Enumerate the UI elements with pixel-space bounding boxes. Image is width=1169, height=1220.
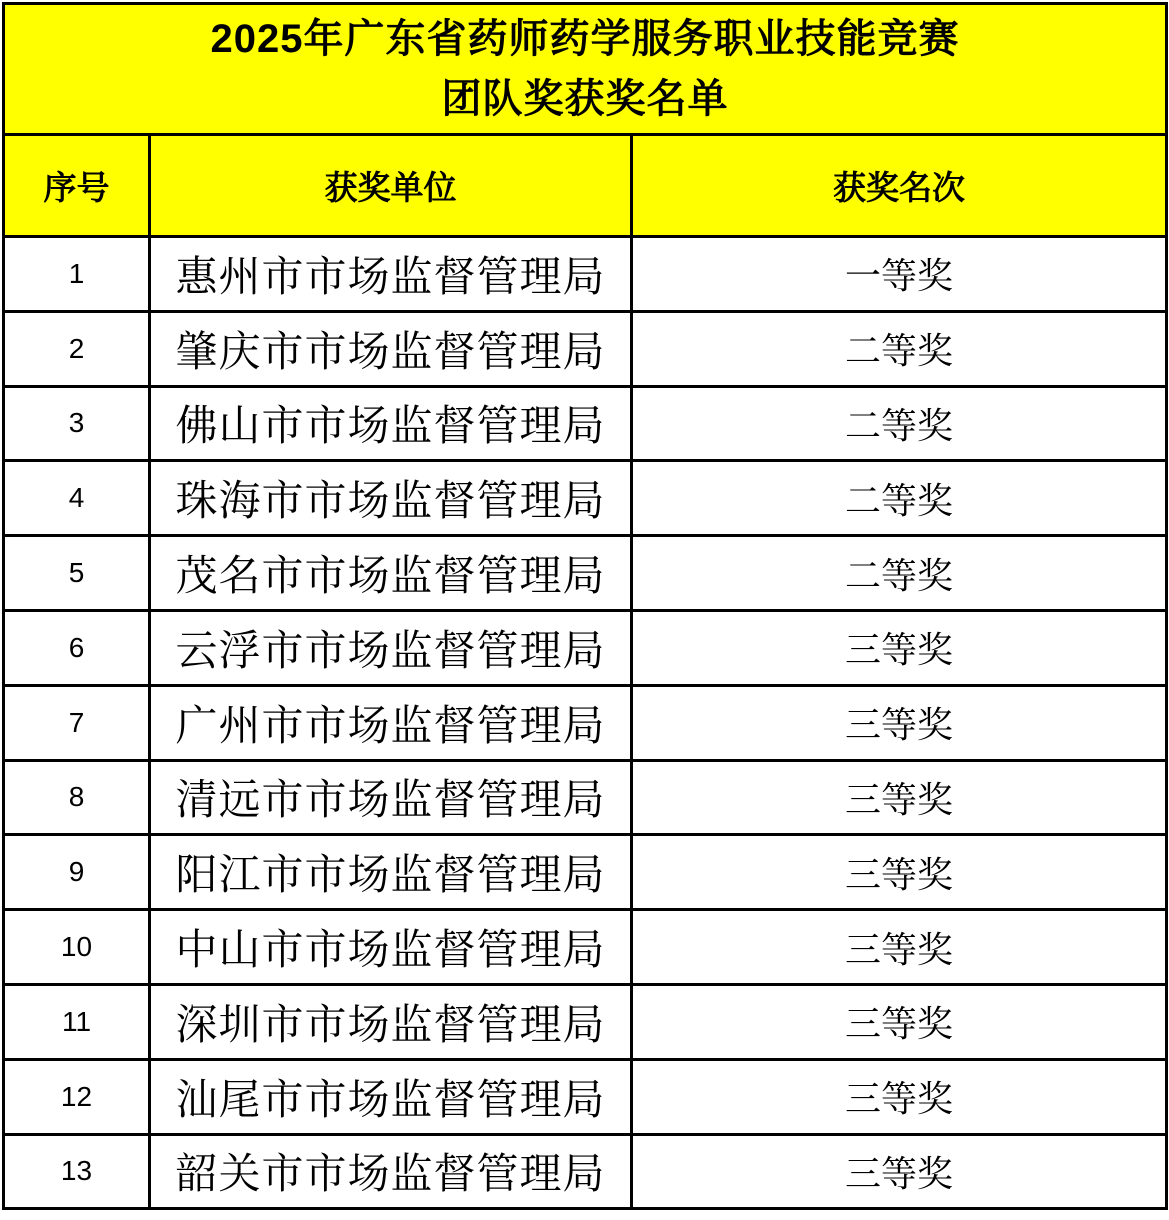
- row-index-cell: 6: [4, 610, 150, 685]
- row-index-cell: 11: [4, 984, 150, 1059]
- row-unit-cell: 云浮市市场监督管理局: [150, 610, 632, 685]
- row-unit-cell: 珠海市市场监督管理局: [150, 461, 632, 536]
- table-row: [4, 461, 1167, 536]
- row-award-cell: 三等奖: [632, 685, 1167, 760]
- row-index-cell: 13: [4, 1134, 150, 1209]
- row-unit-cell: 肇庆市市场监督管理局: [150, 311, 632, 386]
- row-index-cell: 3: [4, 386, 150, 461]
- table-row: [4, 311, 1167, 386]
- row-index-cell: 5: [4, 536, 150, 611]
- row-award-cell: 二等奖: [632, 386, 1167, 461]
- row-unit-cell: 清远市市场监督管理局: [150, 760, 632, 835]
- table-row: [4, 910, 1167, 985]
- table-title-line2: 团队奖获奖名单: [441, 77, 729, 121]
- row-award-cell: 二等奖: [632, 311, 1167, 386]
- row-index-cell: 12: [4, 1059, 150, 1134]
- title-row: [4, 4, 1167, 135]
- table-row: [4, 610, 1167, 685]
- row-unit-cell: 汕尾市市场监督管理局: [150, 1059, 632, 1134]
- row-index-cell: 10: [4, 910, 150, 985]
- table-row: [4, 1134, 1167, 1209]
- row-award-cell: 二等奖: [632, 461, 1167, 536]
- row-award-cell: 三等奖: [632, 910, 1167, 985]
- awards-table: [2, 2, 1168, 1210]
- row-index-cell: 9: [4, 835, 150, 910]
- table-row: [4, 386, 1167, 461]
- row-award-cell: 三等奖: [632, 984, 1167, 1059]
- column-header-unit: 获奖单位: [150, 135, 632, 237]
- row-award-cell: 三等奖: [632, 610, 1167, 685]
- table-row: [4, 984, 1167, 1059]
- row-index-cell: 2: [4, 311, 150, 386]
- row-award-cell: 三等奖: [632, 835, 1167, 910]
- table-row: [4, 685, 1167, 760]
- row-award-cell: 二等奖: [632, 536, 1167, 611]
- row-unit-cell: 中山市市场监督管理局: [150, 910, 632, 985]
- row-unit-cell: 阳江市市场监督管理局: [150, 835, 632, 910]
- table-row: [4, 1059, 1167, 1134]
- row-index-cell: 4: [4, 461, 150, 536]
- column-header-rank: 获奖名次: [632, 135, 1167, 237]
- header-row: [4, 135, 1167, 237]
- table-body: [4, 237, 1167, 1209]
- row-unit-cell: 佛山市市场监督管理局: [150, 386, 632, 461]
- table-title-line1: 2025年广东省药师药学服务职业技能竞赛: [210, 17, 960, 61]
- table-title-cell: [4, 4, 1167, 135]
- row-unit-cell: 茂名市市场监督管理局: [150, 536, 632, 611]
- row-index-cell: 8: [4, 760, 150, 835]
- row-index-cell: 7: [4, 685, 150, 760]
- row-award-cell: 三等奖: [632, 1059, 1167, 1134]
- table-row: [4, 835, 1167, 910]
- row-unit-cell: 惠州市市场监督管理局: [150, 237, 632, 312]
- column-header-index: 序号: [4, 135, 150, 237]
- row-unit-cell: 深圳市市场监督管理局: [150, 984, 632, 1059]
- row-index-cell: 1: [4, 237, 150, 312]
- row-award-cell: 三等奖: [632, 760, 1167, 835]
- row-unit-cell: 广州市市场监督管理局: [150, 685, 632, 760]
- table-row: [4, 536, 1167, 611]
- row-unit-cell: 韶关市市场监督管理局: [150, 1134, 632, 1209]
- table-row: [4, 237, 1167, 312]
- table-row: [4, 760, 1167, 835]
- row-award-cell: 一等奖: [632, 237, 1167, 312]
- row-award-cell: 三等奖: [632, 1134, 1167, 1209]
